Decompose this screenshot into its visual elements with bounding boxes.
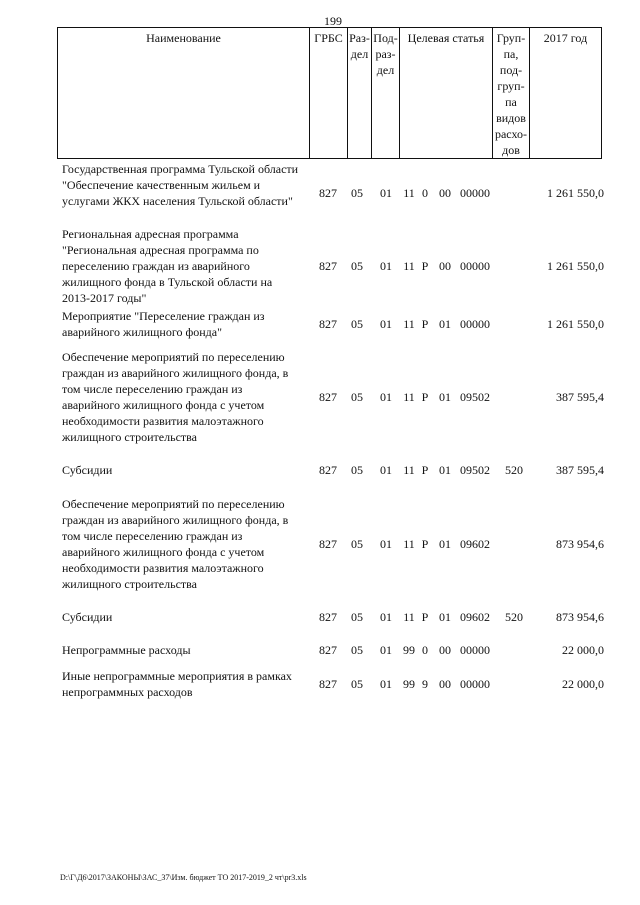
- row-target-direction: 09502: [460, 390, 490, 404]
- row-target-direction: 00000: [460, 259, 490, 273]
- row-name: Субсидии: [62, 610, 113, 624]
- row-target-subprogram: Р: [421, 259, 429, 273]
- header-podrazdel: Под- раз- дел: [372, 28, 400, 159]
- row-podrazdel: 01: [380, 390, 392, 404]
- row-name: Субсидии: [62, 463, 113, 477]
- row-target-event: 00: [439, 259, 451, 273]
- row-razdel: 05: [351, 259, 363, 273]
- row-target-event: 01: [439, 317, 451, 331]
- row-razdel: 05: [351, 463, 363, 477]
- row-razdel: 05: [351, 677, 363, 691]
- row-name: Иные непрограммные мероприятия в рамках непрограммных расходов: [62, 669, 292, 699]
- row-grbs: 827: [319, 677, 337, 691]
- row-target-program: 11: [403, 259, 415, 273]
- row-sum: 1 261 550,0: [547, 317, 604, 331]
- row-target-program: 99: [403, 643, 415, 657]
- row-razdel: 05: [351, 643, 363, 657]
- row-podrazdel: 01: [380, 317, 392, 331]
- row-name: Региональная адресная программа "Региональная адресная программа по переселению граждан из аварийного жилищного фонда в Тульской области на 2013-2017 годы": [62, 227, 273, 305]
- row-target-event: 00: [439, 677, 451, 691]
- row-target-event: 01: [439, 537, 451, 551]
- row-sum: 873 954,6: [556, 610, 604, 624]
- page-number: 199: [324, 14, 342, 28]
- row-podrazdel: 01: [380, 463, 392, 477]
- row-podrazdel: 01: [380, 643, 392, 657]
- row-grbs: 827: [319, 259, 337, 273]
- row-grbs: 827: [319, 317, 337, 331]
- row-target-program: 11: [403, 537, 415, 551]
- row-podrazdel: 01: [380, 186, 392, 200]
- row-name: Обеспечение мероприятий по переселению граждан из аварийного жилищного фонда, в том числе переселению граждан из аварийного жилищного фонда с учетом необходимости развития малоэтажного жилищного строительства: [62, 497, 289, 591]
- row-razdel: 05: [351, 186, 363, 200]
- row-target-program: 99: [403, 677, 415, 691]
- header-gruppa: Груп- па, под- груп- па видов расхо- дов: [493, 28, 530, 159]
- row-target-event: 01: [439, 390, 451, 404]
- row-target-event: 01: [439, 463, 451, 477]
- row-target-program: 11: [403, 463, 415, 477]
- row-target-direction: 00000: [460, 317, 490, 331]
- row-podrazdel: 01: [380, 537, 392, 551]
- row-target-subprogram: 9: [422, 677, 428, 691]
- row-group: 520: [505, 610, 523, 624]
- row-target-subprogram: Р: [421, 317, 429, 331]
- row-target-direction: 00000: [460, 643, 490, 657]
- row-target-subprogram: Р: [421, 390, 429, 404]
- file-path-footer: D:\Г\Д6\2017\ЗАКОНЫ\ЗАС_37\Изм. бюджет ТО 2017-2019_2 чт\pr3.xls: [60, 873, 307, 882]
- row-sum: 1 261 550,0: [547, 259, 604, 273]
- row-razdel: 05: [351, 317, 363, 331]
- row-podrazdel: 01: [380, 677, 392, 691]
- row-group: 520: [505, 463, 523, 477]
- row-target-direction: 00000: [460, 677, 490, 691]
- row-podrazdel: 01: [380, 259, 392, 273]
- row-sum: 873 954,6: [556, 537, 604, 551]
- row-grbs: 827: [319, 643, 337, 657]
- row-razdel: 05: [351, 390, 363, 404]
- row-sum: 387 595,4: [556, 463, 604, 477]
- row-grbs: 827: [319, 537, 337, 551]
- row-target-program: 11: [403, 610, 415, 624]
- row-grbs: 827: [319, 390, 337, 404]
- header-name: Наименование: [58, 28, 310, 159]
- row-sum: 22 000,0: [562, 643, 604, 657]
- row-sum: 22 000,0: [562, 677, 604, 691]
- row-target-subprogram: 0: [422, 643, 428, 657]
- row-target-direction: 09602: [460, 537, 490, 551]
- row-razdel: 05: [351, 610, 363, 624]
- row-target-event: 01: [439, 610, 451, 624]
- row-sum: 387 595,4: [556, 390, 604, 404]
- row-target-event: 00: [439, 186, 451, 200]
- header-year: 2017 год: [530, 28, 602, 159]
- row-sum: 1 261 550,0: [547, 186, 604, 200]
- row-target-direction: 09602: [460, 610, 490, 624]
- row-target-direction: 00000: [460, 186, 490, 200]
- row-grbs: 827: [319, 186, 337, 200]
- row-target-subprogram: Р: [421, 463, 429, 477]
- row-target-event: 00: [439, 643, 451, 657]
- table-header: [57, 27, 602, 159]
- row-target-program: 11: [403, 186, 415, 200]
- row-target-subprogram: Р: [421, 537, 429, 551]
- row-target-program: 11: [403, 390, 415, 404]
- header-razdel: Раз- дел: [348, 28, 372, 159]
- row-name: Государственная программа Тульской области "Обеспечение качественным жильем и услугами ЖКХ населения Тульской области": [62, 162, 299, 208]
- row-target-direction: 09502: [460, 463, 490, 477]
- row-target-subprogram: Р: [421, 610, 429, 624]
- row-target-subprogram: 0: [422, 186, 428, 200]
- row-target-program: 11: [403, 317, 415, 331]
- row-name: Мероприятие "Переселение граждан из аварийного жилищного фонда": [62, 309, 265, 339]
- row-name: Непрограммные расходы: [62, 643, 191, 657]
- row-grbs: 827: [319, 463, 337, 477]
- row-podrazdel: 01: [380, 610, 392, 624]
- header-grbs: ГРБС: [310, 28, 348, 159]
- row-name: Обеспечение мероприятий по переселению граждан из аварийного жилищного фонда, в том числе переселению граждан из аварийного жилищного фонда с учетом необходимости развития малоэтажного жилищного строительства: [62, 350, 289, 444]
- row-grbs: 827: [319, 610, 337, 624]
- header-celevaya: Целевая статья: [400, 28, 493, 159]
- row-razdel: 05: [351, 537, 363, 551]
